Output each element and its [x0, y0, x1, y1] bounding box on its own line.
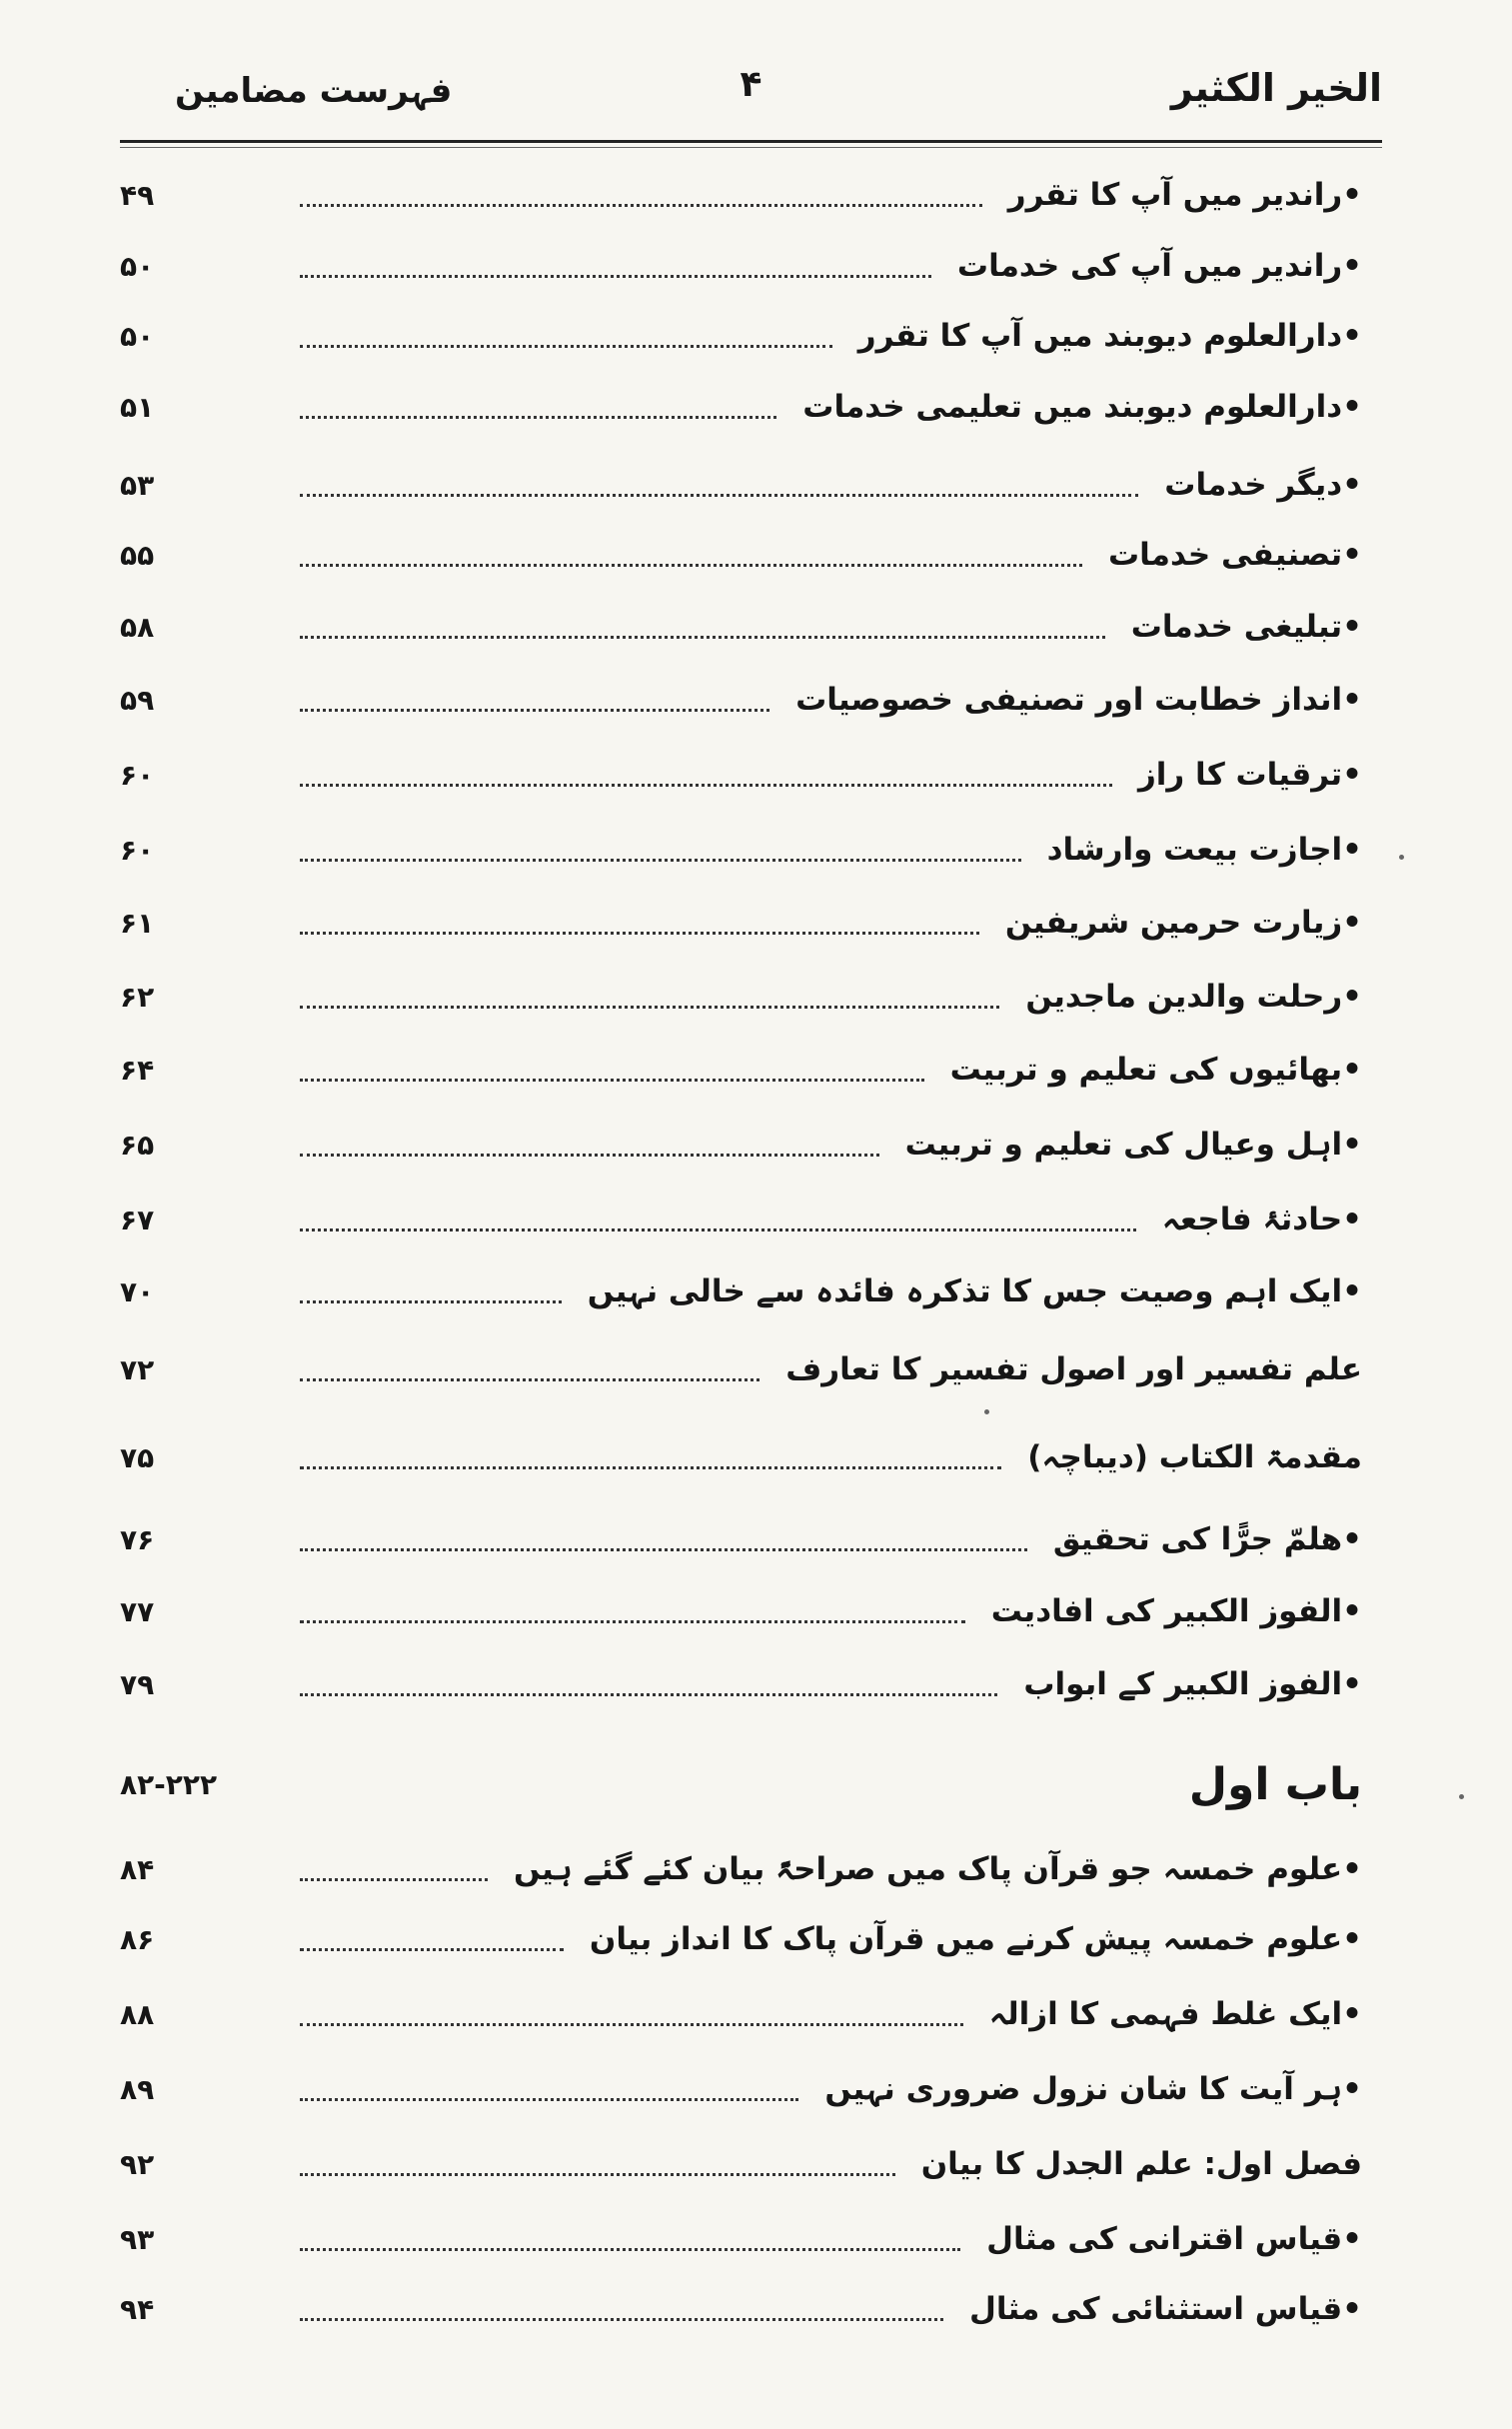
- toc-entry-title: •قیاس اقترانی کی مثال: [986, 2221, 1362, 2257]
- toc-entry-page: ۸۴: [120, 1852, 155, 1886]
- toc-entry-title: •دارالعلوم دیوبند میں آپ کا تقرر: [857, 318, 1362, 354]
- toc-entry-page: ۸۹: [120, 2072, 155, 2106]
- toc-entry: [120, 2134, 1362, 2194]
- toc-entry-page: ۴۹: [120, 178, 155, 212]
- toc-leader-dots: [300, 859, 1021, 862]
- page-number: ۴: [740, 64, 762, 105]
- toc-entry-title: •زیارت حرمین شریفین: [1004, 905, 1362, 941]
- toc-entry-page: ۸۸: [120, 1997, 155, 2031]
- toc-entry-page: ۷۲: [120, 1352, 155, 1386]
- toc-entry-title: •تصنیفی خدمات: [1107, 537, 1362, 573]
- toc-leader-dots: [300, 2023, 963, 2026]
- toc-leader-dots: [300, 709, 769, 712]
- toc-entry-title: •تبلیغی خدمات: [1130, 609, 1362, 645]
- toc-entry-page: ۵۰: [120, 249, 155, 283]
- toc-entry-page: ۹۴: [120, 2292, 155, 2326]
- toc-leader-dots: [300, 1228, 1136, 1231]
- toc-entry-title: •ترقیات کا راز: [1137, 757, 1362, 793]
- toc-entry-page: ۵۵: [120, 538, 155, 572]
- toc-entry-page: ۹۳: [120, 2222, 155, 2256]
- toc-leader-dots: [300, 1948, 564, 1951]
- toc-entry: [120, 1427, 1362, 1487]
- toc-entry: [120, 1509, 1362, 1569]
- toc-entry-page: ۶۰: [120, 758, 155, 792]
- toc-entry: [120, 1261, 1362, 1321]
- toc-entry: [120, 1581, 1362, 1641]
- toc-entry: [120, 1909, 1362, 1969]
- toc-leader-dots: [300, 204, 982, 207]
- toc-entry-title: •قیاس استثنائی کی مثال: [968, 2291, 1362, 2327]
- toc-leader-dots: [300, 345, 832, 348]
- toc-leader-dots: [300, 564, 1082, 567]
- toc-entry-page: ۶۵: [120, 1128, 155, 1162]
- toc-entry-page: ۶۲: [120, 980, 155, 1014]
- chapter-heading: [120, 1749, 1362, 1819]
- toc-entry-page: ۷۷: [120, 1594, 155, 1628]
- header-rule-thin: [120, 147, 1382, 148]
- toc-entry-title: •ایک غلط فہمی کا ازالہ: [988, 1996, 1362, 2032]
- toc-leader-dots: [300, 2173, 895, 2176]
- toc-entry-page: ۵۸: [120, 610, 155, 644]
- toc-leader-dots: [300, 2318, 943, 2321]
- toc-entry-title: •راندیر میں آپ کی خدمات: [956, 248, 1362, 284]
- toc-entry-page: ۶۴: [120, 1053, 155, 1087]
- toc-leader-dots: [300, 1620, 965, 1623]
- toc-entry-page: ۵۹: [120, 683, 155, 717]
- toc-entry: [120, 597, 1362, 657]
- toc-leader-dots: [300, 2248, 960, 2251]
- toc-entry-title: •علوم خمسہ جو قرآن پاک میں صراحۃً بیان کئے گئے ہیں: [514, 1851, 1362, 1887]
- toc-entry: [120, 1115, 1362, 1175]
- paper-speck: [1399, 855, 1404, 860]
- toc-entry-title: •اہل وعیال کی تعلیم و تربیت: [904, 1127, 1362, 1163]
- toc-entry: [120, 165, 1362, 225]
- toc-leader-dots: [300, 1378, 759, 1381]
- toc-entry: [120, 2059, 1362, 2119]
- toc-entry-page: ۹۲: [120, 2147, 155, 2181]
- toc-leader-dots: [300, 1300, 562, 1303]
- toc-entry: [120, 236, 1362, 296]
- section-title: فہرست مضامین: [175, 71, 453, 111]
- toc-entry: [120, 745, 1362, 805]
- toc-entry-page: ۷۶: [120, 1522, 155, 1556]
- toc-leader-dots: [300, 1079, 924, 1082]
- toc-leader-dots: [300, 1548, 1027, 1551]
- toc-entry: [120, 377, 1362, 437]
- toc-entry: [120, 306, 1362, 366]
- toc-entry-title: علم تفسیر اور اصول تفسیر کا تعارف: [785, 1351, 1362, 1387]
- toc-entry: [120, 525, 1362, 585]
- toc-leader-dots: [300, 2098, 798, 2101]
- toc-entry-title: •حادثۂ فاجعہ: [1161, 1202, 1362, 1237]
- page-header: [120, 58, 1382, 138]
- paper-speck: [984, 1409, 989, 1414]
- toc-entry-title: •علوم خمسہ پیش کرنے میں قرآن پاک کا انداز بیان: [589, 1921, 1362, 1957]
- toc-entry-title: •انداز خطابت اور تصنیفی خصوصیات: [795, 682, 1362, 718]
- toc-leader-dots: [300, 932, 979, 935]
- toc-leader-dots: [300, 636, 1105, 639]
- toc-leader-dots: [300, 275, 931, 278]
- toc-leader-dots: [300, 1693, 997, 1696]
- toc-entry-title: •ہر آیت کا شان نزول ضروری نہیں: [824, 2071, 1362, 2107]
- paper-speck: [1459, 1794, 1464, 1799]
- book-title: الخیر الکثیر: [1170, 66, 1382, 110]
- toc-entry-page: ۵۳: [120, 468, 155, 502]
- toc-entry: [120, 1654, 1362, 1714]
- toc-entry: [120, 820, 1362, 880]
- toc-entry-title: •دیگر خدمات: [1164, 467, 1362, 503]
- toc-entry-title: مقدمۃ الکتاب (دیباچہ): [1027, 1439, 1362, 1475]
- toc-entry-page: ۷۵: [120, 1440, 155, 1474]
- toc-entry: [120, 2279, 1362, 2339]
- toc-leader-dots: [300, 1466, 1001, 1469]
- header-rule: [120, 140, 1382, 143]
- toc-entry-page: ۷۰: [120, 1274, 155, 1308]
- chapter-title: باب اول: [1188, 1758, 1362, 1810]
- toc-entry: [120, 1984, 1362, 2044]
- toc-entry-title: فصل اول: علم الجدل کا بیان: [920, 2146, 1362, 2182]
- toc-entry: [120, 2209, 1362, 2269]
- toc-entry: [120, 893, 1362, 953]
- toc-leader-dots: [300, 1154, 879, 1157]
- toc-leader-dots: [300, 416, 776, 419]
- toc-entry-title: •اجازت بیعت وارشاد: [1046, 832, 1362, 868]
- toc-entry-title: •دارالعلوم دیوبند میں تعلیمی خدمات: [802, 389, 1362, 425]
- toc-leader-dots: [300, 1006, 999, 1009]
- toc-entry: [120, 1339, 1362, 1399]
- toc-entry-title: •ھلمّ جرًّا کی تحقیق: [1052, 1521, 1362, 1557]
- toc-entry: [120, 1190, 1362, 1249]
- toc-entry-title: •الفوز الکبیر کے ابواب: [1023, 1666, 1362, 1702]
- toc-entry-title: •رحلت والدین ماجدین: [1025, 979, 1362, 1015]
- toc-entry-page: ۵۰: [120, 319, 155, 353]
- toc-entry: [120, 967, 1362, 1027]
- toc-entry-page: ۷۹: [120, 1667, 155, 1701]
- toc-entry: [120, 670, 1362, 730]
- toc-leader-dots: [300, 494, 1138, 497]
- toc-entry-title: •ایک اہم وصیت جس کا تذکرہ فائدہ سے خالی نہیں: [587, 1273, 1362, 1309]
- toc-entry: [120, 1839, 1362, 1899]
- toc-leader-dots: [300, 1878, 488, 1881]
- toc-entry-title: •الفوز الکبیر کی افادیت: [990, 1593, 1362, 1629]
- toc-entry-page: ۵۱: [120, 390, 155, 424]
- toc-entry: [120, 1040, 1362, 1100]
- toc-entry-page: ۶۷: [120, 1203, 155, 1236]
- toc-entry-page: ۶۰: [120, 833, 155, 867]
- toc-entry-page: ۸۶: [120, 1922, 155, 1956]
- chapter-page-range: ۸۲-۲۲۲: [120, 1767, 218, 1801]
- toc-entry-page: ۶۱: [120, 906, 155, 940]
- toc-entry: [120, 455, 1362, 515]
- toc-entry-title: •راندیر میں آپ کا تقرر: [1007, 177, 1362, 213]
- toc-entry-title: •بھائیوں کی تعلیم و تربیت: [949, 1052, 1362, 1088]
- toc-leader-dots: [300, 784, 1112, 787]
